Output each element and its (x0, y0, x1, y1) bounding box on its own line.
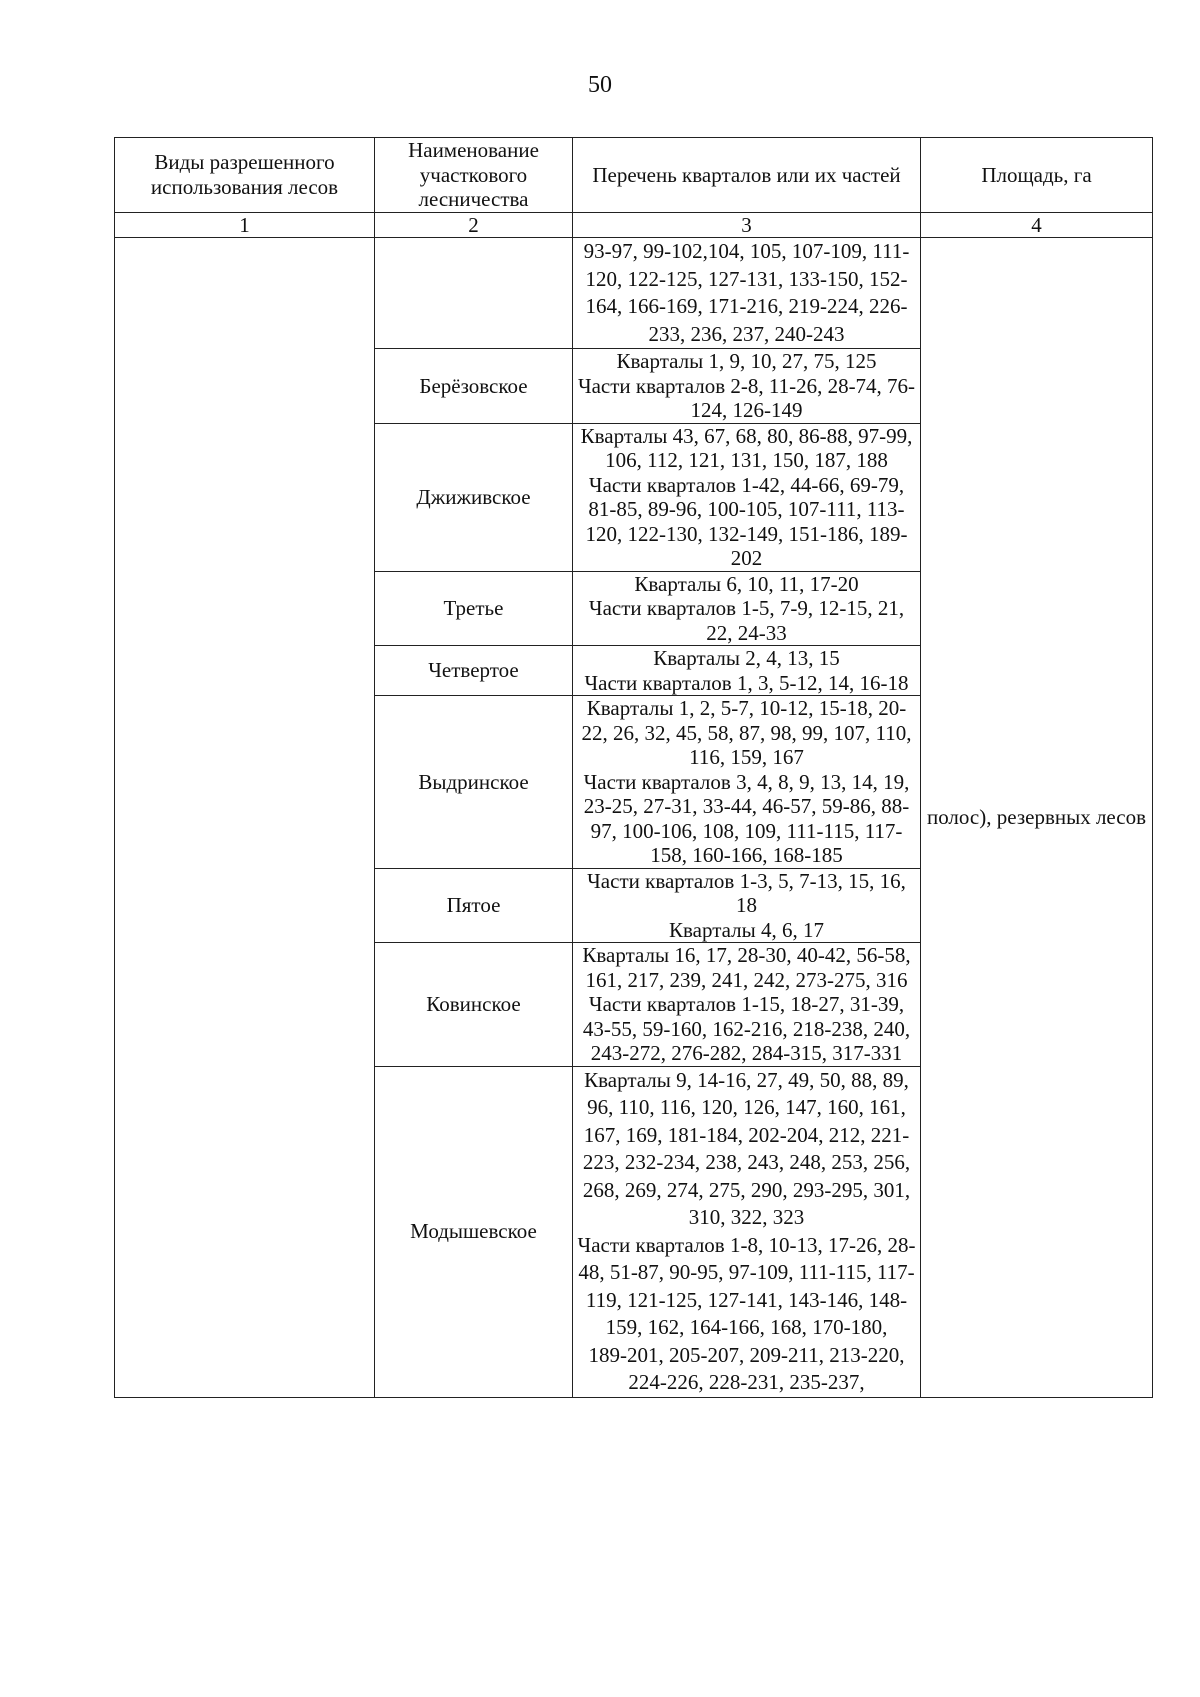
header-forestry-name: Наименование участкового лесничества (375, 138, 573, 213)
quarters-text: Части кварталов 2-8, 11-26, 28-74, 76-124, 126-149 (577, 373, 916, 422)
quarters-cell (573, 238, 921, 349)
quarters-text: Кварталы 16, 17, 28-30, 40-42, 56-58, 161, 217, 239, 241, 242, 273-275, 316 (582, 943, 911, 992)
quarters-text: Части кварталов 1-8, 10-13, 17-26, 28-48, 51-87, 90-95, 97-109, 111-115, 117-119, 121-125, 127-141, 143-146, 148-159, 162, 164-166, 168, 170-180, (577, 1232, 916, 1339)
forestry-name-cell: Выдринское (375, 696, 573, 869)
forest-quarters-table (114, 137, 1153, 1398)
header-area: Площадь, га (921, 138, 1153, 213)
column-number: 1 (115, 212, 375, 238)
forestry-name-cell: Ковинское (375, 943, 573, 1067)
column-number: 3 (573, 212, 921, 238)
quarters-text: 189-201, 205-207, 209-211, 213-220, 224-226, 228-231, 235-237, (588, 1342, 905, 1394)
quarters-cell (573, 571, 921, 646)
header-quarters-list: Перечень кварталов или их частей (573, 138, 921, 213)
quarters-cell (573, 349, 921, 424)
header-usage-type: Виды разрешенного использования лесов (115, 138, 375, 213)
quarters-text: Части кварталов 1, 3, 5-12, 14, 16-18 (584, 670, 909, 695)
quarters-text: Кварталы 6, 10, 11, 17-20 (634, 571, 859, 596)
quarters-text: Части кварталов 1-3, 5, 7-13, 15, 16, 18 (587, 868, 906, 917)
quarters-text: Кварталы 1, 9, 10, 27, 75, 125 (616, 349, 877, 373)
forestry-name-cell: Четвертое (375, 646, 573, 696)
column-number-row (115, 212, 1153, 238)
page-number: 50 (588, 72, 612, 98)
table-header-row (115, 138, 1153, 213)
quarters-cell (573, 1066, 921, 1397)
quarters-text: Части кварталов 1-42, 44-66, 69-79, 81-85, 89-96, 100-105, 107-111, 113-120, 122-130, 132-149, 151-186, 189-202 (585, 472, 908, 570)
quarters-text: Кварталы 4, 6, 17 (669, 917, 824, 942)
forestry-name-cell: Модышевское (375, 1066, 573, 1397)
forestry-name-cell: Джиживское (375, 423, 573, 571)
quarters-text: Кварталы 9, 14-16, 27, 49, 50, 88, 89, 96, 110, 116, 120, 126, 147, 160, 161, 167, 169, 181-184, 202-204, 212, 221-223, 232-234, 238, 243, 248, 253, 256, 268, 269, 274, 275, 290, 293-295, 301, 310, 322, 323 (582, 1067, 911, 1229)
forestry-name-cell: Третье (375, 571, 573, 646)
quarters-cell (573, 423, 921, 571)
quarters-text: Части кварталов 1-15, 18-27, 31-39, 43-55, 59-160, 162-216, 218-238, 240, 243-272, 276-282, 284-315, 317-331 (582, 992, 911, 1065)
quarters-cell (573, 943, 921, 1067)
quarters-cell (573, 696, 921, 869)
quarters-text: 93-97, 99-102,104, 105, 107-109, 111-120, 122-125, 127-131, 133-150, 152-164, 166-169, 171-216, 219-224, 226-233, 236, 237, 240-243 (583, 239, 910, 346)
usage-type-cell (115, 238, 375, 1398)
column-number: 2 (375, 212, 573, 238)
forestry-name-cell: Пятое (375, 868, 573, 943)
forestry-name-cell: Берёзовское (375, 349, 573, 424)
quarters-text: Части кварталов 1-5, 7-9, 12-15, 21, 22, 24-33 (588, 596, 905, 645)
quarters-text: Кварталы 1, 2, 5-7, 10-12, 15-18, 20-22, 26, 32, 45, 58, 87, 98, 99, 107, 110, 116, 159, 167 (581, 696, 912, 769)
quarters-text: Части кварталов 3, 4, 8, 9, 13, 14, 19, 23-25, 27-31, 33-44, 46-57, 59-86, 88-97, 100-106, 108, 109, 111-115, 117-158, 160-166, 168-185 (583, 769, 910, 867)
quarters-cell (573, 646, 921, 696)
quarters-text: Кварталы 2, 4, 13, 15 (653, 646, 840, 670)
table-row (115, 238, 1153, 349)
quarters-text: Кварталы 43, 67, 68, 80, 86-88, 97-99, 106, 112, 121, 131, 150, 187, 188 (580, 423, 913, 472)
column-number: 4 (921, 212, 1153, 238)
forestry-name-cell (375, 238, 573, 349)
quarters-cell (573, 868, 921, 943)
area-cell: полос), резервных лесов (921, 238, 1153, 1398)
